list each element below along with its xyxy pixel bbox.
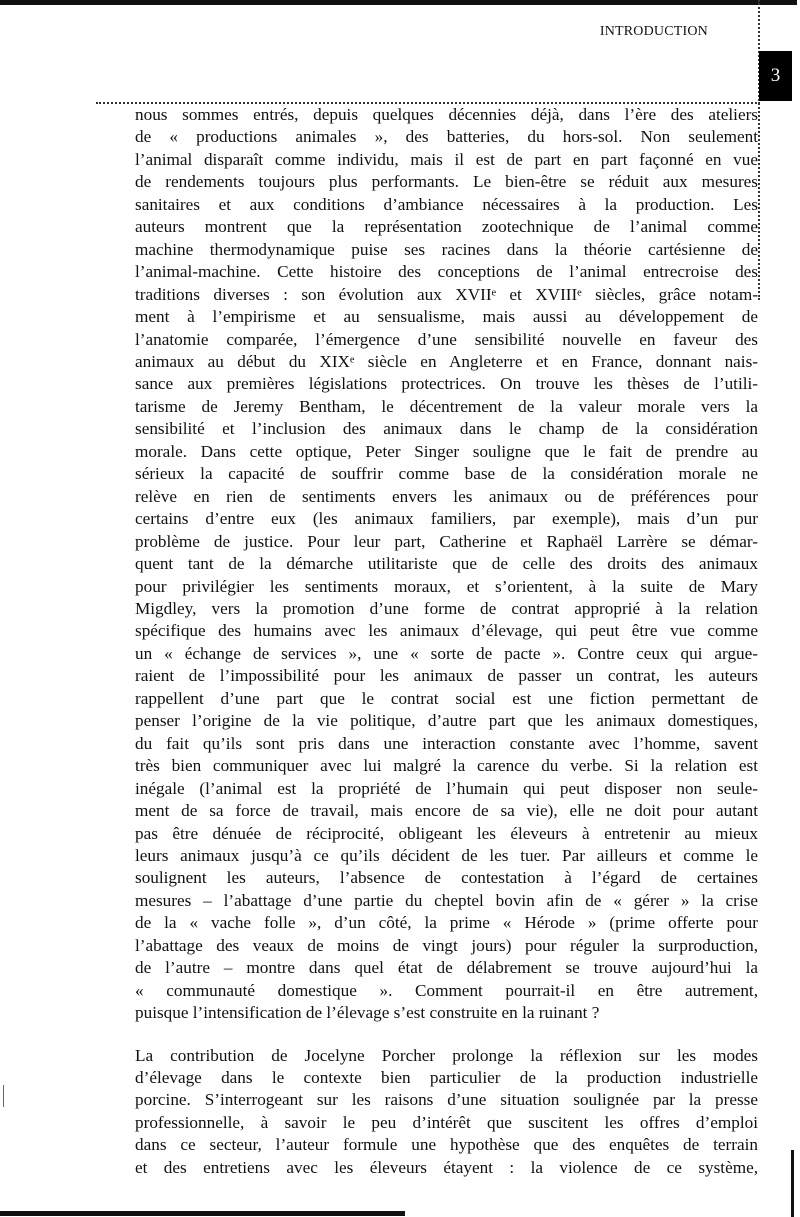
text-line: de l’autre – montre dans quel état de délabrement se trouve aujourd’hui la xyxy=(135,958,758,978)
text-line: de « productions animales », des batteries, du hors-sol. Non seulement xyxy=(135,127,758,147)
text-line: Migdley, vers la promotion d’une forme de contrat approprié à la relation xyxy=(135,598,758,618)
text-line: et des entretiens avec les éleveurs étayent : la violence de ce système, xyxy=(135,1157,758,1177)
text-line: très bien communiquer avec lui malgré la carence du verbe. Si la relation est xyxy=(135,756,758,776)
text-line: d’élevage dans le contexte bien particulier de la production industrielle xyxy=(135,1068,758,1088)
text-line: pour privilégier les sentiments moraux, et s’orientent, à la suite de Mary xyxy=(135,576,758,596)
text-line: l’anatomie comparée, l’émergence d’une sensibilité nouvelle en faveur des xyxy=(135,329,758,349)
text-line: porcine. S’interrogeant sur les raisons d’une situation soulignée par la presse xyxy=(135,1090,758,1110)
text-line: du fait qu’ils sont pris dans une interaction constante avec l’homme, savent xyxy=(135,733,758,753)
text-line: ment de sa force de travail, mais encore de sa vie), elle ne doit pour autant xyxy=(135,801,758,821)
text-line: un « échange de services », une « sorte de pacte ». Contre ceux qui argue- xyxy=(135,643,758,663)
text-line: pas être dénuée de réciprocité, obligeant les éleveurs à entretenir au mieux xyxy=(135,823,758,843)
text-line: puisque l’intensification de l’élevage s’est construite en la ruinant ? xyxy=(135,1003,600,1023)
paragraph-2 xyxy=(135,1045,758,1180)
text-line: sance aux premières législations protectrices. On trouve les thèses de l’utili- xyxy=(135,374,758,394)
text-line: de rendements toujours plus performants. Le bien-être se réduit aux mesures xyxy=(135,172,758,192)
text-line: penser l’origine de la vie politique, d’autre part que les animaux domestiques, xyxy=(135,711,758,731)
text-line: tarisme de Jeremy Bentham, le décentrement de la valeur morale vers la xyxy=(135,396,758,416)
text-line: raient de l’impossibilité pour les animaux de passer un contrat, les auteurs xyxy=(135,666,758,686)
right-edge-rule xyxy=(791,1150,794,1217)
text-line: sérieux la capacité de souffrir comme base de la considération morale ne xyxy=(135,464,758,484)
text-line: sanitaires et aux conditions d’ambiance nécessaires à la production. Les xyxy=(135,194,758,214)
text-line: leurs animaux jusqu’à ce qu’ils décident de les tuer. Par ailleurs et comme le xyxy=(135,845,758,865)
text-line: dans ce secteur, l’auteur formule une hypothèse que des enquêtes de terrain xyxy=(135,1135,758,1155)
running-header: INTRODUCTION xyxy=(599,24,708,39)
text-line: relève en rien de sentiments envers les animaux ou de préférences pour xyxy=(135,486,758,506)
text-line: animaux au début du XIXᵉ siècle en Angleterre et en France, donnant nais- xyxy=(135,351,758,371)
body-text xyxy=(135,104,758,1179)
text-line: l’animal-machine. Cette histoire des conceptions de l’animal entrecroise des xyxy=(135,262,758,282)
text-line: ment à l’empirisme et au sensualisme, mais aussi au développement de xyxy=(135,307,758,327)
text-line: spécifique des humains avec les animaux d’élevage, qui peut être vue comme xyxy=(135,621,758,641)
text-line: inégale (l’animal est la propriété de l’humain qui peut disposer non seule- xyxy=(135,778,758,798)
text-line: rappellent d’une part que le contrat social est une fiction permettant de xyxy=(135,688,758,708)
text-line: La contribution de Jocelyne Porcher prolonge la réflexion sur les modes xyxy=(135,1045,758,1065)
text-line: « communauté domestique ». Comment pourrait-il en être autrement, xyxy=(135,980,758,1000)
text-line: sensibilité et l’inclusion des animaux dans le champ de la considération xyxy=(135,419,758,439)
text-line: traditions diverses : son évolution aux XVIIᵉ et XVIIIᵉ siècles, grâce notam- xyxy=(135,284,758,304)
text-line: certains d’entre eux (les animaux familiers, par exemple), mais d’un pur xyxy=(135,509,758,529)
text-line: nous sommes entrés, depuis quelques décennies déjà, dans l’ère des ateliers xyxy=(135,105,758,124)
top-rule xyxy=(0,0,797,5)
text-line: de la « vache folle », d’un côté, la prime « Hérode » (prime offerte pour xyxy=(135,913,758,933)
bottom-rule xyxy=(0,1211,405,1216)
paragraph-1 xyxy=(135,104,758,1025)
text-line: soulignent les auteurs, l’absence de contestation à l’égard de certaines xyxy=(135,868,758,888)
page-number: 3 xyxy=(759,51,792,101)
margin-dotted-rule xyxy=(758,0,760,300)
margin-mark xyxy=(3,1085,4,1107)
text-line: professionnelle, à savoir le peu d’intérêt que suscitent les offres d’emploi xyxy=(135,1112,758,1132)
text-line: quent tant de la démarche utilitariste que de celle des droits des animaux xyxy=(135,554,758,574)
text-line: auteurs montrent que la représentation zootechnique de l’animal comme xyxy=(135,217,758,237)
text-line: morale. Dans cette optique, Peter Singer souligne que le fait de prendre au xyxy=(135,441,758,461)
text-line: l’animal disparaît comme individu, mais il est de part en part façonné en vue xyxy=(135,149,758,169)
text-line: machine thermodynamique puise ses racines dans la théorie cartésienne de xyxy=(135,239,758,259)
text-line: problème de justice. Pour leur part, Catherine et Raphaël Larrère se démar- xyxy=(135,531,758,551)
text-line: l’abattage des veaux de moins de vingt jours) pour réguler la surproduction, xyxy=(135,935,758,955)
text-line: mesures – l’abattage d’une partie du cheptel bovin afin de « gérer » la crise xyxy=(135,890,758,910)
